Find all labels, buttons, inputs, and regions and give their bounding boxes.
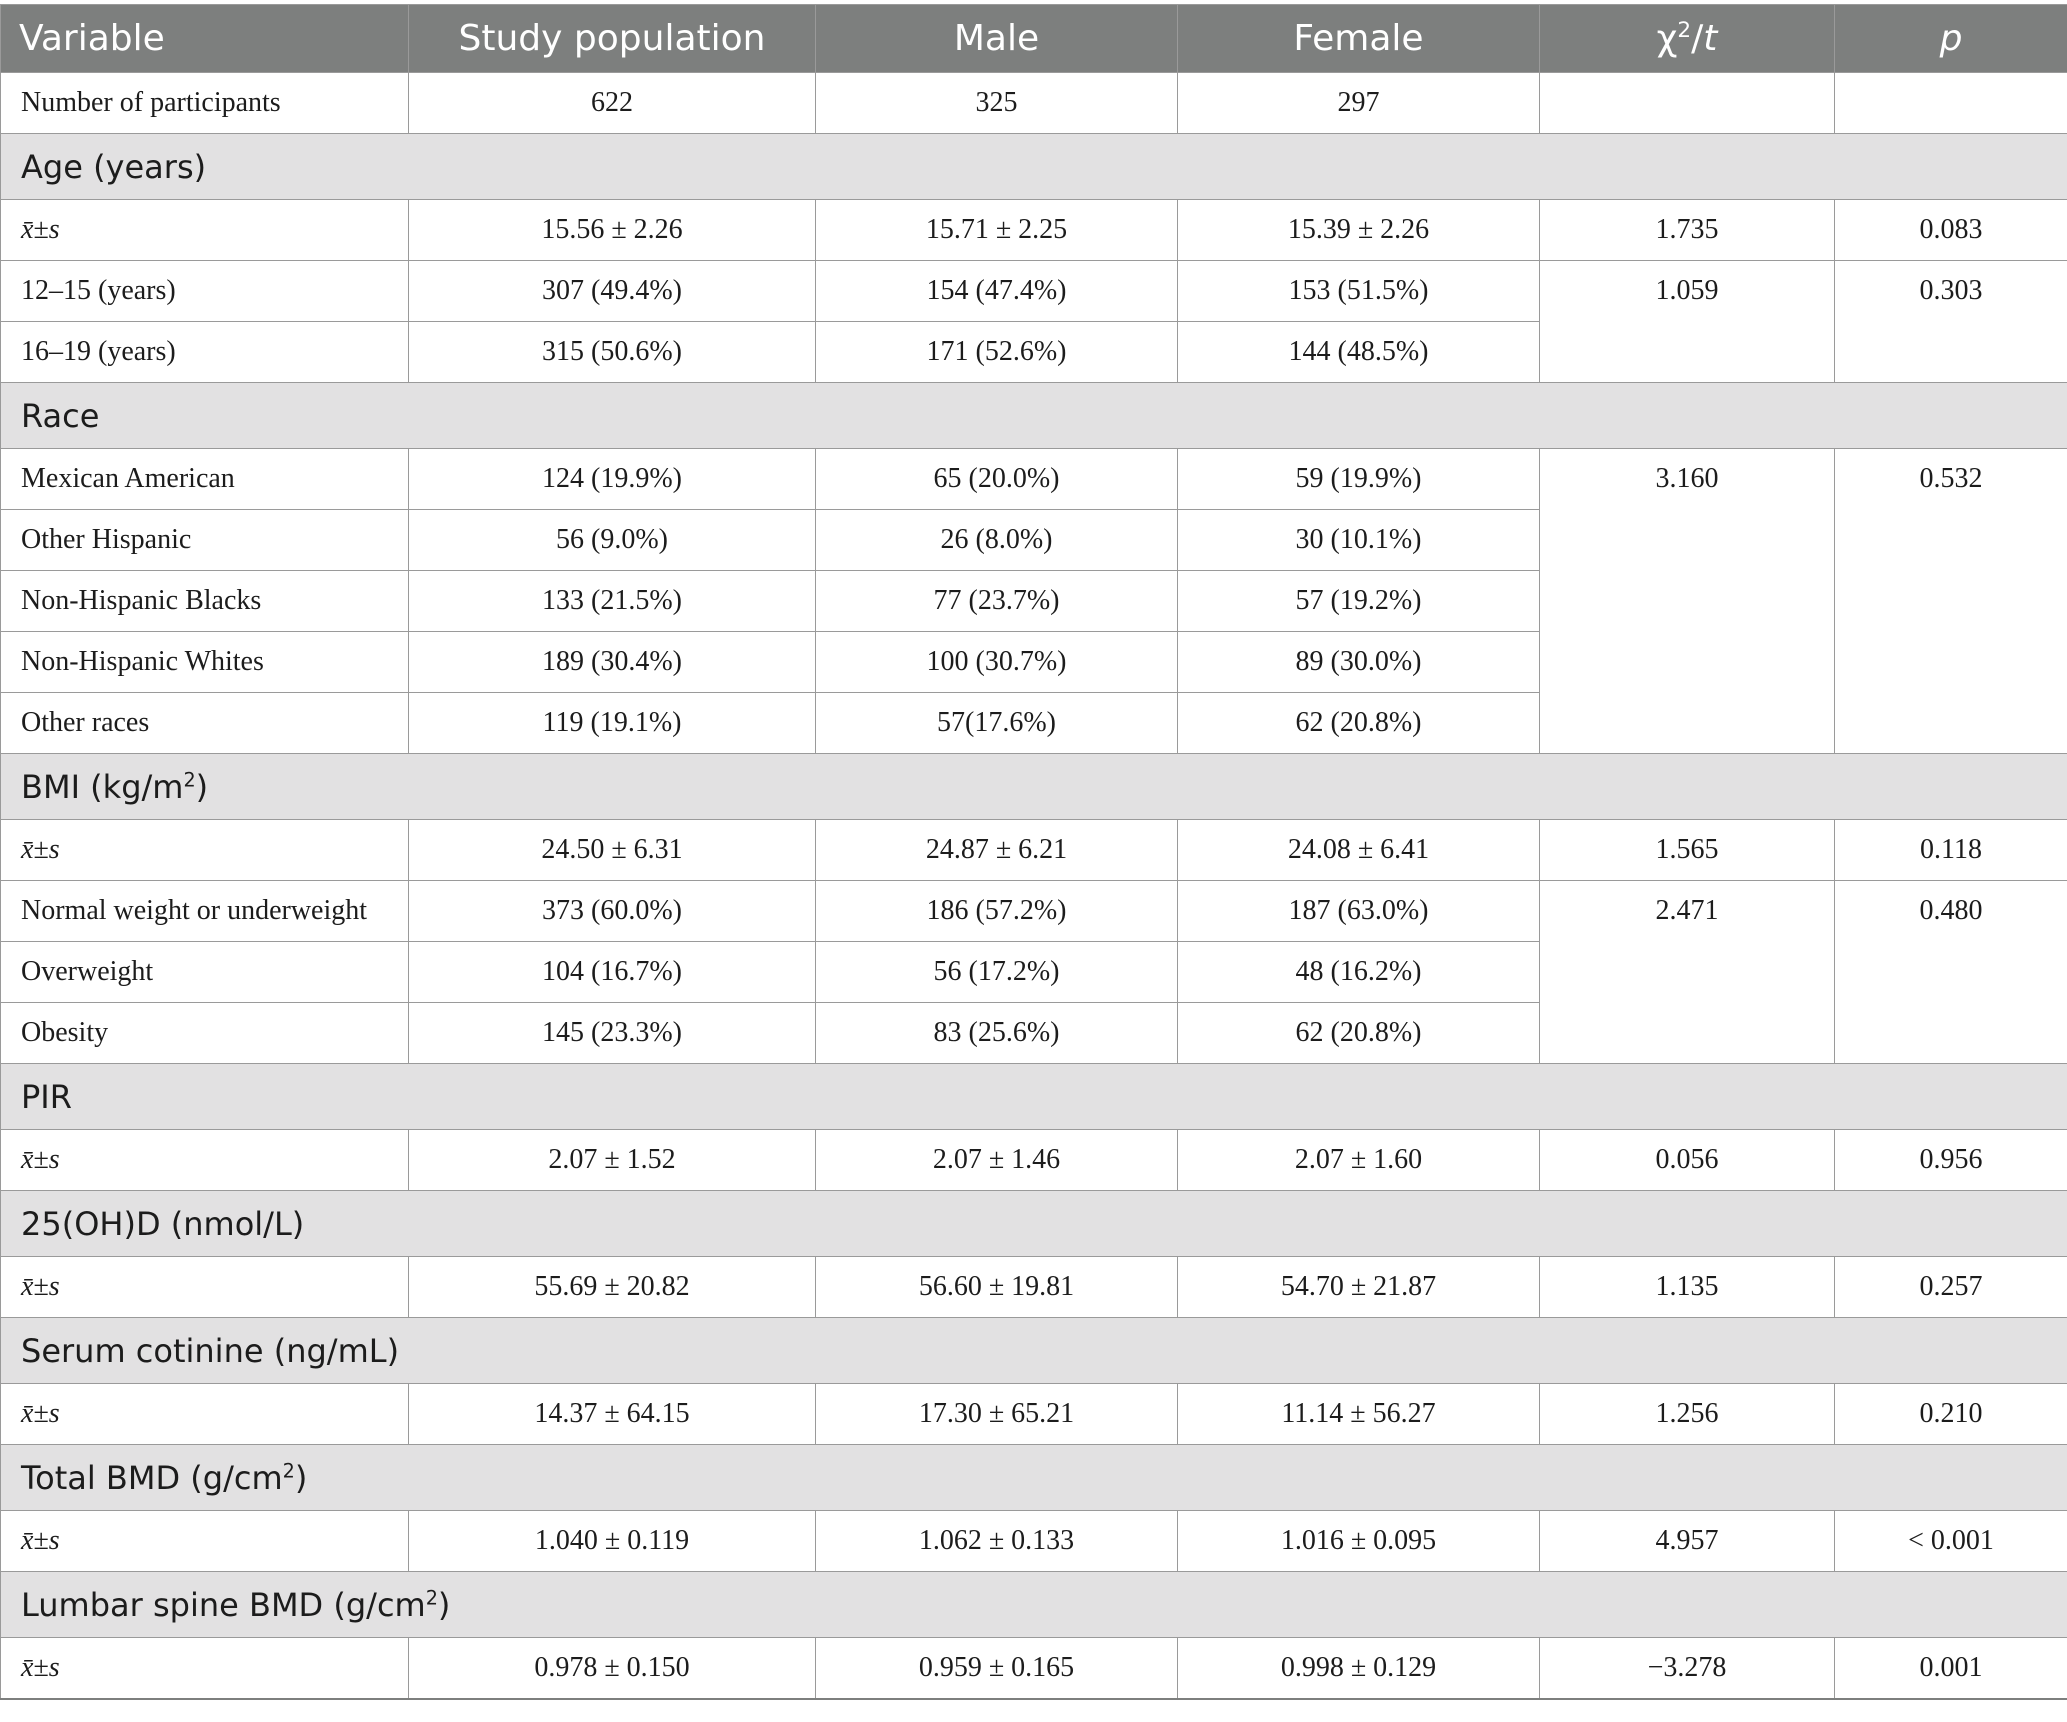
row-label: Other Hispanic: [1, 510, 409, 571]
header-row: [1, 5, 2067, 73]
cell-p: 0.480: [1835, 881, 2067, 1064]
header-study-population: Study population: [409, 5, 816, 73]
bmi-mean-row: [1, 820, 2067, 881]
section-row-cotinine: [1, 1318, 2067, 1384]
row-label: 12–15 (years): [1, 261, 409, 322]
row-label: Mexican American: [1, 449, 409, 510]
section-title: Race: [1, 383, 2067, 449]
cell-female: 11.14 ± 56.27: [1178, 1384, 1540, 1445]
cell-male: 154 (47.4%): [816, 261, 1178, 322]
cell-male: 83 (25.6%): [816, 1003, 1178, 1064]
cell-study-population: 0.978 ± 0.150: [409, 1638, 816, 1699]
section-title: PIR: [1, 1064, 2067, 1130]
cell-study-population: 2.07 ± 1.52: [409, 1130, 816, 1191]
cell-female: 153 (51.5%): [1178, 261, 1540, 322]
cell-study-population: 145 (23.3%): [409, 1003, 816, 1064]
section-title-end: ): [195, 767, 209, 806]
section-title: Serum cotinine (ng/mL): [1, 1318, 2067, 1384]
section-title: 25(OH)D (nmol/L): [1, 1191, 2067, 1257]
age-group-row: [1, 261, 2067, 322]
section-title: [1, 754, 2067, 820]
cell-study-population: 315 (50.6%): [409, 322, 816, 383]
cell-study-population: 1.040 ± 0.119: [409, 1511, 816, 1572]
cell-female: 2.07 ± 1.60: [1178, 1130, 1540, 1191]
cell-male: 57(17.6%): [816, 693, 1178, 754]
cell-statistic: 2.471: [1540, 881, 1835, 1064]
cell-p: [1835, 73, 2067, 134]
cell-study-population: 14.37 ± 64.15: [409, 1384, 816, 1445]
section-row-total-bmd: [1, 1445, 2067, 1511]
cell-male: 56.60 ± 19.81: [816, 1257, 1178, 1318]
cell-p: 0.001: [1835, 1638, 2067, 1699]
cell-female: 1.016 ± 0.095: [1178, 1511, 1540, 1572]
cell-male: 15.71 ± 2.25: [816, 200, 1178, 261]
cell-female: 54.70 ± 21.87: [1178, 1257, 1540, 1318]
cell-female: 62 (20.8%): [1178, 693, 1540, 754]
cell-male: 1.062 ± 0.133: [816, 1511, 1178, 1572]
header-slash: /: [1691, 18, 1704, 59]
cell-statistic: 1.135: [1540, 1257, 1835, 1318]
cell-study-population: 189 (30.4%): [409, 632, 816, 693]
cell-p: 0.303: [1835, 261, 2067, 383]
cell-female: 24.08 ± 6.41: [1178, 820, 1540, 881]
total-bmd-mean-row: [1, 1511, 2067, 1572]
baseline-characteristics-table: [0, 4, 2067, 1700]
age-mean-row: [1, 200, 2067, 261]
cell-female: 15.39 ± 2.26: [1178, 200, 1540, 261]
mean-sd-label: x̄±s: [1, 1130, 409, 1191]
section-title-text: BMI (kg/m: [21, 767, 184, 806]
header-p-symbol: p: [1939, 18, 1963, 59]
row-label: Overweight: [1, 942, 409, 1003]
header-female: Female: [1178, 5, 1540, 73]
cell-study-population: 55.69 ± 20.82: [409, 1257, 816, 1318]
cell-study-population: 124 (19.9%): [409, 449, 816, 510]
section-title-end: ): [437, 1585, 451, 1624]
section-row-bmi: [1, 754, 2067, 820]
cell-p: < 0.001: [1835, 1511, 2067, 1572]
cell-male: 2.07 ± 1.46: [816, 1130, 1178, 1191]
cell-male: 186 (57.2%): [816, 881, 1178, 942]
cell-female: 30 (10.1%): [1178, 510, 1540, 571]
mean-sd-label: x̄±s: [1, 1511, 409, 1572]
cell-study-population: 56 (9.0%): [409, 510, 816, 571]
row-label: Normal weight or underweight: [1, 881, 409, 942]
mean-sd-label: x̄±s: [1, 1257, 409, 1318]
cell-male: 56 (17.2%): [816, 942, 1178, 1003]
cell-study-population: 15.56 ± 2.26: [409, 200, 816, 261]
cell-study-population: 104 (16.7%): [409, 942, 816, 1003]
cotinine-mean-row: [1, 1384, 2067, 1445]
cell-male: 65 (20.0%): [816, 449, 1178, 510]
section-row-race: [1, 383, 2067, 449]
cell-female: 57 (19.2%): [1178, 571, 1540, 632]
participants-row: [1, 73, 2067, 134]
section-title-superscript: 2: [425, 1585, 438, 1609]
cell-statistic: 0.056: [1540, 1130, 1835, 1191]
row-label: Other races: [1, 693, 409, 754]
row-label: Obesity: [1, 1003, 409, 1064]
cell-statistic: 1.256: [1540, 1384, 1835, 1445]
section-row-vitamin-d: [1, 1191, 2067, 1257]
vitamin-d-mean-row: [1, 1257, 2067, 1318]
cell-male: 26 (8.0%): [816, 510, 1178, 571]
mean-sd-label: x̄±s: [1, 200, 409, 261]
cell-study-population: 133 (21.5%): [409, 571, 816, 632]
cell-p: 0.118: [1835, 820, 2067, 881]
cell-study-population: 307 (49.4%): [409, 261, 816, 322]
cell-female: 0.998 ± 0.129: [1178, 1638, 1540, 1699]
cell-male: 17.30 ± 65.21: [816, 1384, 1178, 1445]
cell-study-population: 24.50 ± 6.31: [409, 820, 816, 881]
section-row-pir: [1, 1064, 2067, 1130]
cell-study-population: 622: [409, 73, 816, 134]
section-title: [1, 1572, 2067, 1638]
cell-p: 0.210: [1835, 1384, 2067, 1445]
section-title-text: Lumbar spine BMD (g/cm: [21, 1585, 426, 1624]
header-chi-symbol: χ: [1656, 18, 1678, 59]
bmi-category-row: [1, 881, 2067, 942]
cell-male: 325: [816, 73, 1178, 134]
cell-male: 77 (23.7%): [816, 571, 1178, 632]
section-title-superscript: 2: [282, 1458, 295, 1482]
row-label: 16–19 (years): [1, 322, 409, 383]
cell-male: 100 (30.7%): [816, 632, 1178, 693]
cell-male: 0.959 ± 0.165: [816, 1638, 1178, 1699]
cell-female: 62 (20.8%): [1178, 1003, 1540, 1064]
cell-statistic: −3.278: [1540, 1638, 1835, 1699]
cell-p: 0.083: [1835, 200, 2067, 261]
cell-female: 297: [1178, 73, 1540, 134]
cell-female: 48 (16.2%): [1178, 942, 1540, 1003]
row-label: Non-Hispanic Whites: [1, 632, 409, 693]
cell-female: 89 (30.0%): [1178, 632, 1540, 693]
cell-statistic: 1.735: [1540, 200, 1835, 261]
race-row: [1, 449, 2067, 510]
cell-study-population: 119 (19.1%): [409, 693, 816, 754]
lumbar-bmd-mean-row: [1, 1638, 2067, 1699]
section-title: Age (years): [1, 134, 2067, 200]
cell-statistic: [1540, 73, 1835, 134]
cell-study-population: 373 (60.0%): [409, 881, 816, 942]
cell-female: 59 (19.9%): [1178, 449, 1540, 510]
section-row-age: [1, 134, 2067, 200]
cell-female: 144 (48.5%): [1178, 322, 1540, 383]
section-title-end: ): [294, 1458, 308, 1497]
cell-female: 187 (63.0%): [1178, 881, 1540, 942]
cell-male: 24.87 ± 6.21: [816, 820, 1178, 881]
cell-statistic: 4.957: [1540, 1511, 1835, 1572]
header-chi-superscript: 2: [1677, 18, 1692, 43]
header-test-statistic: [1540, 5, 1835, 73]
section-title-superscript: 2: [183, 767, 196, 791]
header-variable: Variable: [1, 5, 409, 73]
section-row-lumbar-bmd: [1, 1572, 2067, 1638]
row-label: Non-Hispanic Blacks: [1, 571, 409, 632]
mean-sd-label: x̄±s: [1, 1638, 409, 1699]
mean-sd-label: x̄±s: [1, 1384, 409, 1445]
header-t-symbol: t: [1703, 18, 1718, 59]
cell-male: 171 (52.6%): [816, 322, 1178, 383]
cell-statistic: 1.565: [1540, 820, 1835, 881]
section-title-text: Total BMD (g/cm: [21, 1458, 283, 1497]
header-male: Male: [816, 5, 1178, 73]
cell-p: 0.257: [1835, 1257, 2067, 1318]
pir-mean-row: [1, 1130, 2067, 1191]
section-title: [1, 1445, 2067, 1511]
cell-statistic: 3.160: [1540, 449, 1835, 754]
header-p-value: [1835, 5, 2067, 73]
mean-sd-label: x̄±s: [1, 820, 409, 881]
cell-statistic: 1.059: [1540, 261, 1835, 383]
row-label: Number of participants: [1, 73, 409, 134]
cell-p: 0.956: [1835, 1130, 2067, 1191]
cell-p: 0.532: [1835, 449, 2067, 754]
